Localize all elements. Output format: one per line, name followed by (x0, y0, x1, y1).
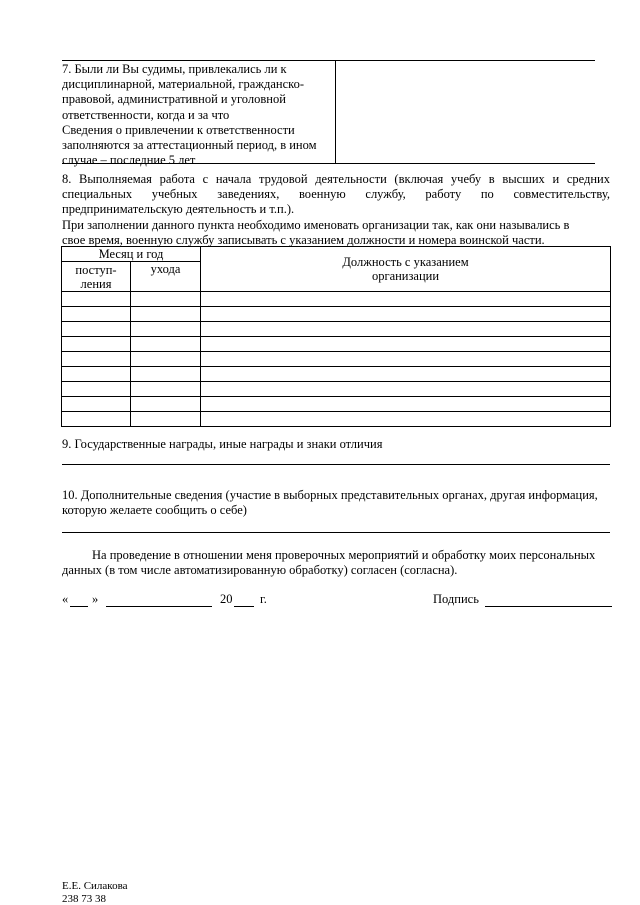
q8-text (62, 172, 610, 248)
q10-answer-line[interactable] (62, 532, 610, 533)
consent-line: данных (в том числе автоматизированную обработку) согласен (согласна). (62, 563, 458, 578)
entry-cell[interactable] (62, 322, 131, 337)
entry-cell[interactable] (62, 382, 131, 397)
month-year-header: Месяц и год (62, 247, 201, 262)
consent-line: На проведение в отношении меня проверочных мероприятий и обработку моих персональных (92, 548, 596, 562)
footer-phone: 238 73 38 (62, 892, 106, 905)
q7-column-divider (335, 60, 336, 163)
q9-text: 9. Государственные награды, иные награды и знаки отличия (62, 437, 383, 451)
q10-line: которую желаете сообщить о себе) (62, 503, 247, 518)
position-cell[interactable] (201, 292, 611, 307)
q7-line: заполняются за аттестационный период, в ином (62, 138, 317, 153)
exit-cell[interactable] (131, 292, 201, 307)
q8-line: предпринимательскую деятельность и т.п.). (62, 202, 295, 217)
footer-name: Е.Е. Силакова (62, 880, 128, 892)
q8-note: При заполнении данного пункта необходимо именовать организации так, как они назывались в (62, 217, 570, 232)
q7-question (62, 62, 332, 168)
entry-cell[interactable] (62, 307, 131, 322)
position-cell[interactable] (201, 307, 611, 322)
position-cell[interactable] (201, 367, 611, 382)
q7-top-border (62, 60, 595, 61)
signature-line[interactable] (485, 606, 612, 607)
position-cell[interactable] (201, 337, 611, 352)
year-prefix: 20 (220, 592, 233, 606)
signature-label: Подпись (433, 592, 479, 606)
q10-text (62, 488, 610, 518)
exit-cell[interactable] (131, 397, 201, 412)
q9-answer-line[interactable] (62, 464, 610, 465)
position-header: Должность с указанием организации (201, 247, 611, 292)
entry-cell[interactable] (62, 337, 131, 352)
exit-cell[interactable] (131, 367, 201, 382)
table-row (62, 307, 611, 322)
close-quote: » (92, 592, 99, 606)
month-blank[interactable] (106, 606, 212, 607)
consent-text (62, 548, 610, 578)
work-history-table (61, 246, 611, 427)
q7-line: Сведения о привлечении к ответственности (62, 122, 295, 137)
year-blank[interactable] (234, 606, 254, 607)
exit-cell[interactable] (131, 412, 201, 427)
position-cell[interactable] (201, 322, 611, 337)
table-row (62, 337, 611, 352)
q8-line: 8. Выполняемая работа с начала трудовой деятельности (включая учебу в высших и средних (62, 172, 610, 186)
table-row (62, 367, 611, 382)
table-row (62, 322, 611, 337)
table-row (62, 352, 611, 367)
open-quote: « (62, 592, 69, 606)
exit-cell[interactable] (131, 352, 201, 367)
entry-cell[interactable] (62, 292, 131, 307)
q10-line: 10. Дополнительные сведения (участие в выборных представительных органах, другая информация, (62, 488, 598, 502)
exit-cell[interactable] (131, 337, 201, 352)
entry-cell[interactable] (62, 412, 131, 427)
q7-answer-field[interactable] (338, 62, 594, 162)
q8-note: свое время, военную службу записывать с указанием должности и номера воинской части. (62, 232, 545, 247)
table-row (62, 397, 611, 412)
table-row (62, 382, 611, 397)
q7-line: дисциплинарной, материальной, гражданско- (62, 77, 304, 92)
q7-line: ответственности, когда и за что (62, 107, 230, 122)
q7-line: случае – последние 5 лет (62, 153, 196, 168)
position-cell[interactable] (201, 382, 611, 397)
footer (62, 880, 128, 905)
position-cell[interactable] (201, 412, 611, 427)
entry-cell[interactable] (62, 352, 131, 367)
exit-header: ухода (131, 262, 201, 292)
table-row (62, 292, 611, 307)
day-blank[interactable] (70, 606, 88, 607)
entry-cell[interactable] (62, 367, 131, 382)
exit-cell[interactable] (131, 307, 201, 322)
year-suffix: г. (260, 592, 267, 606)
entry-cell[interactable] (62, 397, 131, 412)
exit-cell[interactable] (131, 382, 201, 397)
table-row (62, 412, 611, 427)
date-field (62, 592, 302, 608)
entry-header: поступ- ления (62, 262, 131, 292)
q8-line: специальных учебных заведениях, военную службу, работу по совместительству, (62, 187, 610, 202)
position-cell[interactable] (201, 352, 611, 367)
q7-line: правовой, административной и уголовной (62, 92, 286, 107)
exit-cell[interactable] (131, 322, 201, 337)
q7-line: 7. Были ли Вы судимы, привлекались ли к (62, 62, 287, 76)
position-cell[interactable] (201, 397, 611, 412)
